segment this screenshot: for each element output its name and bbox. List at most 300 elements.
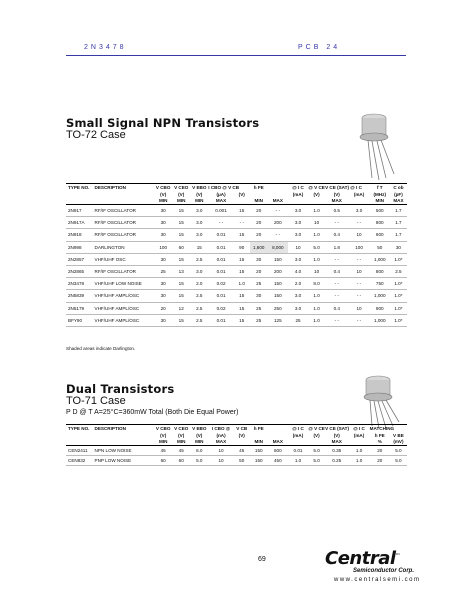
value-cell: - - — [348, 314, 369, 326]
header-cell: MAX — [390, 198, 407, 205]
header-cell: (V) — [160, 191, 167, 197]
header-cell: (mA) — [353, 191, 365, 197]
description-cell: VHF/UHF AMPL/OSC — [93, 290, 155, 302]
value-cell: 125 — [268, 314, 288, 326]
table-row — [66, 302, 407, 314]
type-number-cell: 2N2865 — [66, 265, 93, 277]
value-cell: 0.5 — [325, 205, 348, 217]
header-cell: V EBO — [192, 425, 207, 431]
value-cell: 60 — [172, 241, 190, 253]
value-cell: 3.0 — [288, 217, 308, 229]
value-cell: 20 — [250, 205, 268, 217]
to72-package-image — [346, 108, 410, 188]
header-cell: MIN — [172, 198, 190, 205]
header-cell — [268, 432, 288, 439]
header-cell — [268, 425, 288, 432]
value-cell: - - — [325, 278, 348, 290]
header-cell: (V) — [313, 432, 320, 438]
value-cell: 600 — [268, 446, 288, 456]
header-cell — [348, 439, 369, 446]
value-cell: - - — [348, 278, 369, 290]
value-cell: 2.5 — [190, 314, 208, 326]
page-header — [66, 44, 406, 56]
header-cell: @ V CE — [308, 184, 325, 190]
value-cell: 30 — [154, 253, 172, 265]
value-cell: 0.35 — [325, 446, 348, 456]
value-cell: 15 — [234, 229, 250, 241]
header-cell: MAX — [268, 439, 288, 446]
value-cell: 8,000 — [268, 241, 288, 253]
value-cell: 1.0* — [390, 290, 407, 302]
type-number-cell: CEN2411 — [66, 446, 93, 456]
value-cell: 0.4 — [325, 302, 348, 314]
value-cell: 1,000 — [370, 314, 390, 326]
header-cell — [66, 439, 93, 446]
header-cell: (MHz) — [373, 191, 387, 197]
value-cell: 15 — [172, 278, 190, 290]
value-cell: 10 — [348, 229, 369, 241]
header-cell: C ob — [390, 184, 407, 191]
value-cell: 5.0 — [308, 446, 325, 456]
header-cell: MIN — [250, 439, 268, 446]
value-cell: 0.4 — [325, 265, 348, 277]
value-cell: 3.0 — [288, 290, 308, 302]
header-row — [66, 191, 407, 198]
header-cell: h FE — [250, 184, 268, 191]
header-cell: V CBO — [155, 184, 171, 190]
section2-subtitle: TO-71 Case — [66, 395, 126, 407]
value-cell: 1,000 — [370, 290, 390, 302]
header-cell: @ I C — [288, 184, 308, 191]
value-cell: 2.5 — [390, 265, 407, 277]
header-cell: (V) — [238, 432, 245, 438]
power-dissipation-note: P D @ T A=25°C=360mW Total (Both Die Equal Power) — [66, 409, 239, 416]
logo-trademark: ™ — [395, 553, 401, 559]
type-number-cell: 2N917 — [66, 205, 93, 217]
value-cell: 0.02 — [208, 278, 233, 290]
darlington-note: Shaded areas indicate Darlington. — [66, 346, 136, 351]
description-cell: PNP LOW NOISE — [93, 456, 155, 466]
value-cell: 50 — [370, 241, 390, 253]
header-cell: MAX — [325, 439, 348, 446]
header-cell — [308, 198, 325, 205]
header-cell: MIN — [154, 198, 172, 205]
value-cell: - - — [348, 217, 369, 229]
value-cell: 1,000 — [370, 253, 390, 265]
header-cell: (V) — [196, 432, 203, 438]
value-cell: 1.0* — [390, 253, 407, 265]
value-cell: - - — [325, 253, 348, 265]
header-cell — [234, 439, 250, 446]
value-cell: 30 — [154, 217, 172, 229]
value-cell: 15 — [172, 290, 190, 302]
header-page-ref: PCB 24 — [298, 44, 341, 51]
header-cell: (nA) — [216, 432, 226, 438]
central-logo — [325, 548, 400, 569]
value-cell: 30 — [154, 314, 172, 326]
header-cell: MIN — [190, 198, 208, 205]
header-cell — [250, 432, 268, 439]
value-cell: 150 — [268, 290, 288, 302]
value-cell: 0.01 — [208, 314, 233, 326]
description-cell: VHF/UHF OSC — [93, 253, 155, 265]
header-cell: f T — [370, 184, 390, 191]
value-cell: 10 — [308, 217, 325, 229]
value-cell: 0.01 — [288, 446, 308, 456]
value-cell: 1.0 — [288, 456, 308, 466]
value-cell: 15 — [172, 253, 190, 265]
value-cell: 600 — [370, 229, 390, 241]
value-cell: 25 — [154, 265, 172, 277]
value-cell: 25 — [250, 278, 268, 290]
type-number-cell: 2N5179 — [66, 302, 93, 314]
value-cell: 1.0 — [308, 253, 325, 265]
value-cell: 1.0 — [308, 302, 325, 314]
type-number-cell: 2N3478 — [66, 278, 93, 290]
value-cell: 20 — [154, 302, 172, 314]
value-cell: 150 — [268, 253, 288, 265]
value-cell: 30 — [390, 241, 407, 253]
header-cell — [66, 191, 93, 198]
header-cell: MAX — [208, 439, 233, 446]
value-cell: - - — [348, 290, 369, 302]
value-cell: 1.0 — [308, 314, 325, 326]
value-cell: 15 — [172, 229, 190, 241]
value-cell: 1.0* — [390, 314, 407, 326]
value-cell: 3.0 — [190, 205, 208, 217]
header-cell: (mA) — [292, 191, 304, 197]
description-cell: VHF/UHF AMPL/OSC — [93, 314, 155, 326]
value-cell: - - — [325, 290, 348, 302]
table-row — [66, 229, 407, 241]
value-cell: 15 — [234, 265, 250, 277]
value-cell: 5.0 — [390, 446, 407, 456]
value-cell: 5.0 — [390, 456, 407, 466]
header-cell: % — [370, 439, 390, 446]
value-cell: 3.0 — [190, 217, 208, 229]
value-cell: 1.0* — [390, 302, 407, 314]
value-cell: 5.0 — [308, 456, 325, 466]
header-cell — [348, 198, 369, 205]
header-cell: TYPE NO. — [66, 184, 93, 191]
header-cell — [93, 432, 155, 439]
value-cell: 1.0 — [308, 290, 325, 302]
header-cell: MIN — [250, 198, 268, 205]
type-number-cell: BFY90 — [66, 314, 93, 326]
header-cell: (V) — [178, 191, 185, 197]
value-cell: 200 — [268, 265, 288, 277]
header-cell — [234, 198, 250, 205]
value-cell: 0.01 — [208, 229, 233, 241]
header-cell: I CBO @ V CB — [208, 184, 240, 190]
value-cell: 900 — [370, 302, 390, 314]
header-cell — [250, 191, 268, 198]
value-cell: 15 — [172, 217, 190, 229]
value-cell: 45 — [234, 446, 250, 456]
value-cell: - - — [268, 229, 288, 241]
value-cell: 5.0 — [308, 241, 325, 253]
value-cell: 10 — [308, 265, 325, 277]
value-cell: 1.0* — [390, 278, 407, 290]
table-row — [66, 446, 407, 456]
value-cell: 15 — [234, 205, 250, 217]
value-cell: 20 — [370, 446, 390, 456]
value-cell: 1.0 — [348, 446, 369, 456]
description-cell: NPN LOW NOISE — [93, 446, 155, 456]
value-cell: 0.01 — [208, 290, 233, 302]
header-cell: DESCRIPTION — [93, 184, 155, 191]
value-cell: 0.01 — [208, 253, 233, 265]
value-cell: 15 — [234, 253, 250, 265]
value-cell: 2.0 — [190, 278, 208, 290]
value-cell: 8.0 — [308, 278, 325, 290]
header-cell: MAX — [208, 198, 233, 205]
value-cell: 10 — [208, 456, 233, 466]
description-cell: RF/IF OSCILLATOR — [93, 205, 155, 217]
value-cell: 450 — [268, 456, 288, 466]
header-cell: I CBO @ — [208, 425, 233, 432]
header-cell: @ V CE — [308, 425, 325, 431]
header-cell: (pF) — [394, 191, 403, 197]
table-row — [66, 278, 407, 290]
table-row — [66, 241, 407, 253]
header-cell — [66, 198, 93, 205]
header-cell: V CEO — [174, 425, 189, 431]
header-cell: (V) — [313, 191, 320, 197]
value-cell: 100 — [348, 241, 369, 253]
header-row — [66, 439, 407, 446]
value-cell: 3.0 — [348, 205, 369, 217]
website-url: www.centralsemi.com — [334, 577, 421, 583]
value-cell: 30 — [250, 253, 268, 265]
header-cell: V CBO — [155, 425, 171, 431]
value-cell: 3.0 — [288, 302, 308, 314]
header-row — [66, 425, 407, 432]
header-cell: MAX — [325, 198, 348, 205]
value-cell: 0.01 — [208, 265, 233, 277]
to71-package-image — [350, 372, 414, 432]
header-cell: (V) — [333, 432, 340, 438]
value-cell: 13 — [172, 265, 190, 277]
header-cell: V EBO — [192, 184, 207, 190]
value-cell: 10 — [208, 446, 233, 456]
header-cell: (μA) — [216, 191, 226, 197]
value-cell: 0.02 — [208, 302, 233, 314]
value-cell: 3.0 — [190, 229, 208, 241]
header-cell: MIN — [154, 439, 172, 446]
value-cell: 1.7 — [390, 229, 407, 241]
header-cell — [93, 191, 155, 198]
header-cell: (mV) — [390, 439, 407, 446]
header-cell — [93, 198, 155, 205]
page-number: 69 — [258, 556, 266, 563]
header-cell: (V) — [160, 432, 167, 438]
value-cell: 15 — [172, 314, 190, 326]
value-cell: 1.7 — [390, 217, 407, 229]
table-row — [66, 265, 407, 277]
type-number-cell: 2N2857 — [66, 253, 93, 265]
value-cell: 0.01 — [208, 241, 233, 253]
value-cell: 15 — [172, 205, 190, 217]
value-cell: 20 — [250, 229, 268, 241]
npn-transistor-table — [66, 183, 407, 327]
value-cell: 100 — [154, 241, 172, 253]
value-cell: 150 — [268, 278, 288, 290]
header-cell: (V) — [196, 191, 203, 197]
table-row — [66, 290, 407, 302]
header-cell — [308, 439, 325, 446]
description-cell: VHF/UHF LOW NOISE — [93, 278, 155, 290]
value-cell: - - — [325, 314, 348, 326]
header-cell: (V) — [238, 191, 245, 197]
value-cell: - - — [325, 217, 348, 229]
value-cell: 500 — [370, 205, 390, 217]
value-cell: 25 — [288, 314, 308, 326]
header-cell: h FE — [250, 425, 268, 432]
header-cell: @ I C — [348, 425, 369, 432]
value-cell: 5.0 — [190, 456, 208, 466]
header-cell: V CE (SAT) — [325, 425, 349, 431]
description-cell: VHF/UHF AMPL/OSC — [93, 302, 155, 314]
value-cell: 1.0 — [348, 456, 369, 466]
type-number-cell: 2N5839 — [66, 290, 93, 302]
header-cell: MIN — [172, 439, 190, 446]
value-cell: - - — [234, 217, 250, 229]
header-cell: TYPE NO. — [66, 425, 93, 432]
value-cell: 2.0 — [288, 278, 308, 290]
value-cell: 1.0 — [308, 229, 325, 241]
table-row — [66, 456, 407, 466]
header-cell: V BE — [393, 432, 404, 438]
header-row — [66, 184, 407, 191]
value-cell: 0.001 — [208, 205, 233, 217]
header-cell: V CE (SAT) @ I C — [325, 184, 362, 190]
value-cell: 800 — [370, 265, 390, 277]
header-cell: DESCRIPTION — [93, 425, 155, 432]
logo-subtitle: Semiconductor Corp. — [353, 568, 415, 574]
value-cell: 1.8 — [325, 241, 348, 253]
value-cell: 20 — [370, 456, 390, 466]
value-cell: 0.25 — [325, 456, 348, 466]
header-cell: (mA) — [353, 432, 365, 438]
type-number-cell: 2N998 — [66, 241, 93, 253]
value-cell: 1.0 — [308, 205, 325, 217]
value-cell: 10 — [348, 265, 369, 277]
value-cell: 25 — [250, 314, 268, 326]
header-cell: MAX — [268, 198, 288, 205]
table-row — [66, 314, 407, 326]
type-number-cell: 2N918 — [66, 229, 93, 241]
header-cell: MATCHING — [369, 425, 395, 431]
logo-text: Central — [325, 548, 396, 569]
value-cell: 200 — [268, 217, 288, 229]
value-cell: 90 — [234, 241, 250, 253]
value-cell: 12 — [172, 302, 190, 314]
value-cell: 6.0 — [190, 446, 208, 456]
value-cell: 3.0 — [288, 205, 308, 217]
header-cell: MIN — [190, 439, 208, 446]
header-row — [66, 432, 407, 439]
description-cell: RF/IF OSCILLATOR — [93, 217, 155, 229]
header-cell — [288, 439, 308, 446]
value-cell: 3.0 — [190, 265, 208, 277]
type-number-cell: CEN832 — [66, 456, 93, 466]
value-cell: 2.5 — [190, 253, 208, 265]
value-cell: 10 — [348, 302, 369, 314]
header-cell — [268, 184, 288, 191]
section1-subtitle: TO-72 Case — [66, 129, 126, 141]
value-cell: 10 — [288, 241, 308, 253]
header-part-number: 2N3478 — [84, 44, 127, 51]
value-cell: 60 — [154, 456, 172, 466]
value-cell: 30 — [250, 290, 268, 302]
value-cell: 30 — [154, 229, 172, 241]
description-cell: DARLINGTON — [93, 241, 155, 253]
value-cell: 25 — [250, 302, 268, 314]
description-cell: RF/IF OSCILLATOR — [93, 265, 155, 277]
header-cell: h FE — [374, 432, 385, 438]
header-row — [66, 198, 407, 205]
header-cell: (mA) — [292, 432, 304, 438]
value-cell: 45 — [172, 446, 190, 456]
section1-title: Small Signal NPN Transistors — [66, 116, 260, 130]
header-cell: @ I C — [288, 425, 308, 432]
value-cell: 60 — [172, 456, 190, 466]
header-cell — [268, 191, 288, 198]
value-cell: 0.4 — [325, 229, 348, 241]
value-cell: 15 — [190, 241, 208, 253]
value-cell: 30 — [154, 205, 172, 217]
value-cell: 50 — [234, 456, 250, 466]
description-cell: RF/IF OSCILLATOR — [93, 229, 155, 241]
value-cell: 1.0 — [234, 278, 250, 290]
value-cell: 250 — [268, 302, 288, 314]
value-cell: 1,600 — [250, 241, 268, 253]
header-cell — [93, 439, 155, 446]
value-cell: 15 — [234, 314, 250, 326]
header-cell: (V) — [333, 191, 340, 197]
type-number-cell: 2N917A — [66, 217, 93, 229]
value-cell: 30 — [154, 290, 172, 302]
value-cell: 3.0 — [288, 253, 308, 265]
value-cell: 20 — [250, 265, 268, 277]
header-cell: V CB — [234, 425, 250, 432]
table-row — [66, 217, 407, 229]
value-cell: 2.5 — [190, 302, 208, 314]
table-row — [66, 253, 407, 265]
value-cell: 45 — [154, 446, 172, 456]
header-cell: V CEO — [174, 184, 189, 190]
value-cell: 30 — [154, 278, 172, 290]
value-cell: 800 — [370, 217, 390, 229]
table-row — [66, 205, 407, 217]
value-cell: - - — [348, 253, 369, 265]
value-cell: - - — [268, 205, 288, 217]
header-cell — [66, 432, 93, 439]
section2-title: Dual Transistors — [66, 382, 175, 396]
header-cell: MIN — [370, 198, 390, 205]
value-cell: 1.7 — [390, 205, 407, 217]
value-cell: 15 — [234, 290, 250, 302]
value-cell: 150 — [250, 446, 268, 456]
value-cell: 3.0 — [288, 229, 308, 241]
value-cell: 2.5 — [190, 290, 208, 302]
header-cell: (V) — [178, 432, 185, 438]
dual-transistor-table — [66, 424, 407, 466]
value-cell: - - — [208, 217, 233, 229]
value-cell: 150 — [250, 456, 268, 466]
header-cell — [288, 198, 308, 205]
